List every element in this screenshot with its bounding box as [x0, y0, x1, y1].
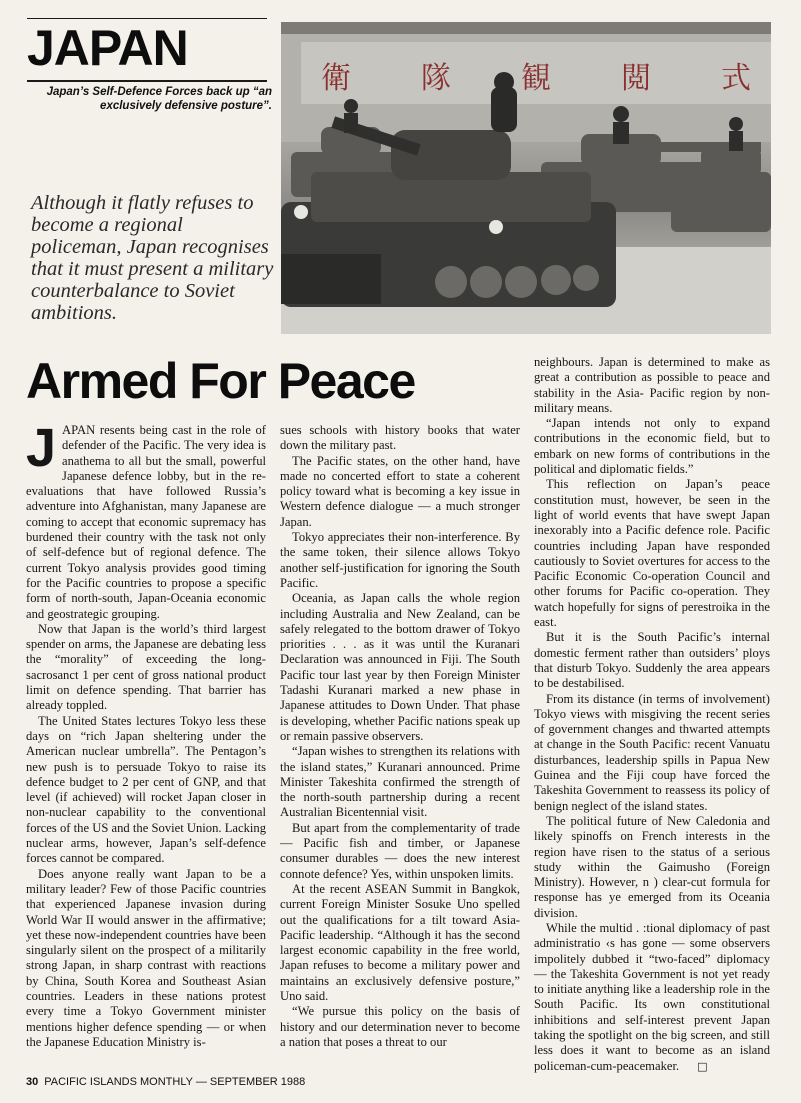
paragraph: But it is the South Pacific’s internal domestic ferment rather than outsiders’ ploys that disturb Tokyo. Suddenly the area appears to be destabilised.	[534, 630, 770, 691]
paragraph-text: While the multid . :tional diplomacy of past administratio ‹s has gone — some observers impolitely dubbed it “two-faced” diplomacy — the Takeshita Government is not yet ready to initiate anything like a leadership role in the South Pacific. Its own constitutional inhibitions and self-interest prevent Japan taking the spotlight on the big screen, and still less does it want to become as an island policeman-cum-peacemaker.	[534, 920, 770, 1073]
banner-character: 衛	[321, 61, 351, 96]
paragraph: “Japan intends not only to expand contributions in the economic field, but to embark on new forms of contributions in the political and diplomatic fields.”	[534, 416, 770, 477]
photo-caption: Japan’s Self-Defence Forces back up “an exclusively defensive posture”.	[46, 86, 272, 112]
end-mark-icon: □	[697, 1059, 708, 1073]
paragraph: “Japan wishes to strengthen its relations with the island states,” Kuranari announced. Prime Minister Takeshita confirmed the strength of the north-south partnership during a recent Australian Bicentennial visit.	[280, 744, 520, 820]
drop-cap: J	[26, 418, 57, 478]
paragraph	[534, 921, 770, 1074]
tank-parade-illustration	[281, 22, 771, 334]
paragraph: The United States lectures Tokyo less these days on “rich Japan sheltering under the American nuclear umbrella”. The Pentagon’s new push is to persuade Tokyo to raise its defence budget to 2 per cent of GNP, and that level (if achieved) will rocket Japan closer in non-nuclear capability to the conventional forces of the US and the Soviet Union. Lacking nuclear arms, however, Japan’s self-defence forces cannot be compared.	[26, 713, 266, 866]
banner-character: 隊	[421, 61, 451, 96]
paragraph	[26, 418, 266, 622]
article-column-2	[280, 423, 520, 1050]
paragraph: The Pacific states, on the other hand, have made no concerted effort to state a coherent policy toward what is becoming a key issue in Western defence dialogue — a much stronger Japan.	[280, 453, 520, 529]
paragraph: sues schools with history books that water down the military past.	[280, 423, 520, 453]
banner-strip	[301, 42, 771, 104]
page-footer	[26, 1076, 305, 1088]
paragraph: Oceania, as Japan calls the whole region including Australia and New Zealand, can be safely relegated to the bottom drawer of Tokyo priorities . . . as it was until the Kuranari Declaration was announced in Fiji. The South Pacific tour last year by then Foreign Minister Tadashi Kuranari marked a new phase in Japanese attitudes to Down Under. That phase is developing, whether Pacific nations speak up or remain passive observers.	[280, 591, 520, 743]
publication-line: PACIFIC ISLANDS MONTHLY — SEPTEMBER 1988	[44, 1076, 306, 1088]
paragraph: The political future of New Caledonia and likely spinoffs on French interests in the region have risen to the status of a serious study within the Gaimusho (Foreign Ministry). However, n ) clear-cut formula for response has ye emerged from its Oceania division.	[534, 813, 770, 920]
paragraph-text: APAN resents being cast in the role of defender of the Pacific. The very idea is anathema to all but the small, powerful Japanese defence lobby, but in the re-evaluations that have followed Russia’s adventure into Afghanistan, many Japanese are coming to accept that economic supremacy has burdened their country with the task not only of self-defence but of regional defence. The current Tokyo analysis provides good timing for the Pacific countries to propose a specific form of north-south, Japan-Oceania economic and geostrategic grouping.	[26, 423, 266, 621]
article-column-3	[534, 355, 770, 1074]
paragraph: At the recent ASEAN Summit in Bangkok, current Foreign Minister Sosuke Uno spelled out the qualifications for a tilt toward Asia-Pacific leadership. “Although it has the second largest economic capability in the free world, Japan refuses to become a military power and maintains an exclusively defensive posture,” Uno said.	[280, 881, 520, 1003]
paragraph: This reflection on Japan’s peace constitution must, however, be seen in the light of world events that have swept Japan inexorably into a Pacific defence role. Pacific countries including Japan have responded cautiously to Soviet overtures for access to the Pacific Economic Co-operation Council and other forums for Pacific co-operation. They watch hopefully for signs of perestroika in the east.	[534, 477, 770, 630]
standfirst: Although it flatly refuses to become a regional policeman, Japan recognises that it must present a military counterbalance to Soviet ambitions.	[31, 192, 274, 324]
banner-character: 式	[721, 61, 751, 96]
page-number: 30	[26, 1076, 39, 1088]
banner-character: 観	[521, 61, 551, 96]
paragraph: But apart from the complementarity of trade — Pacific fish and timber, or Japanese consumer durables — does the new interest connote defence? Yes, within unspoken limits.	[280, 820, 520, 881]
paragraph: neighbours. Japan is determined to make as great a contribution as possible to peace and stability in the Asia- Pacific region by non-military means.	[534, 355, 770, 415]
paragraph: Now that Japan is the world’s third largest spender on arms, the Japanese are debating less the “morality” of exceeding the long-sacrosanct 1 per cent of gross national product limit on defence spending. That barrier has already toppled.	[26, 621, 266, 713]
paragraph: Tokyo appreciates their non-interference. By the same token, their silence allows Tokyo another self-justification for ignoring the South Pacific.	[280, 530, 520, 590]
tank-parade-photo	[281, 22, 771, 334]
section-title: JAPAN	[27, 20, 188, 76]
banner-character: 閲	[621, 61, 651, 96]
title-rule	[27, 80, 267, 82]
paragraph: Does anyone really want Japan to be a military leader? Few of those Pacific countries that experienced Japanese invasion during World War II would answer in the affirmative; yet these now-independent countries have been singularly silent on the prospect of a militarily strong Japan, in sharp contrast with reactions by China, South Korea and Southeast Asian countries. Leaders in these nations protest every time a Tokyo Government minister mentions higher defence spending — or when the Japanese Education Ministry is-	[26, 866, 266, 1049]
paragraph: From its distance (in terms of involvement) Tokyo views with misgiving the recent series of government changes and thwarted attempts at change in the South Pacific: recent Vanuatu disturbances, leadership spills in Papua New Guinea and the Fiji coup have forced the Takeshita Government to reassess its policy of benign neglect of the island states.	[534, 691, 770, 813]
article-column-1	[26, 418, 266, 1050]
article-headline: Armed For Peace	[26, 353, 415, 409]
paragraph: “We pursue this policy on the basis of history and our determination never to become a nation that poses a threat to our	[280, 1004, 520, 1049]
